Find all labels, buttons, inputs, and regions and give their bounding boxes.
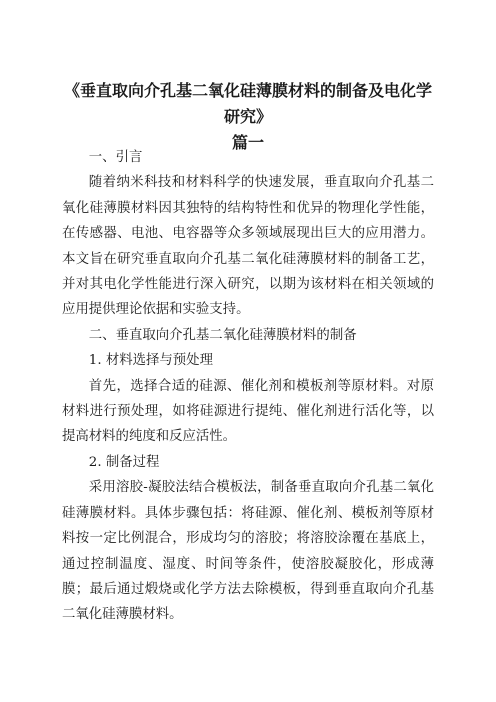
document-body	[62, 145, 434, 628]
subtitle-line: 篇一	[231, 133, 264, 152]
paragraph-intro: 随着纳米科技和材料科学的快速发展，垂直取向介孔基二氧化硅薄膜材料因其独特的结构特性和优异的物理化学性能，在传感器、电池、电容器等众多领域展现出巨大的应用潜力。本文旨在研究垂直取向介孔基二氧化硅薄膜材料的制备工艺，并对其电化学性能进行深入研究，以期为该材料在相关领域的应用提供理论依据和实验支持。	[62, 175, 434, 318]
paragraph-materials: 首先，选择合适的硅源、催化剂和模板剂等原材料。对原材料进行预处理，如将硅源进行提纯、催化剂进行活化等，以提高材料的纯度和反应活性。	[62, 378, 434, 445]
subsection-heading-process: 2. 制备过程	[88, 454, 160, 470]
title-line: 《垂直取向介孔基二氧化硅薄膜材料的制备及电化学研究》	[63, 81, 432, 126]
section-heading-preparation: 二、垂直取向介孔基二氧化硅薄膜材料的制备	[88, 327, 357, 343]
section-heading-intro: 一、引言	[88, 150, 143, 165]
paragraph-process: 采用溶胶-凝胶法结合模板法，制备垂直取向介孔基二氧化硅薄膜材料。具体步骤包括：将硅源、催化剂、模板剂等原材料按一定比例混合，形成均匀的溶胶；将溶胶涂覆在基底上，通过控制温度、湿度、时间等条件，使溶胶凝胶化，形成薄膜；最后通过煅烧或化学方法去除模板，得到垂直取向介孔基二氧化硅薄膜材料。	[62, 480, 434, 623]
subsection-heading-materials: 1. 材料选择与预处理	[88, 353, 213, 369]
